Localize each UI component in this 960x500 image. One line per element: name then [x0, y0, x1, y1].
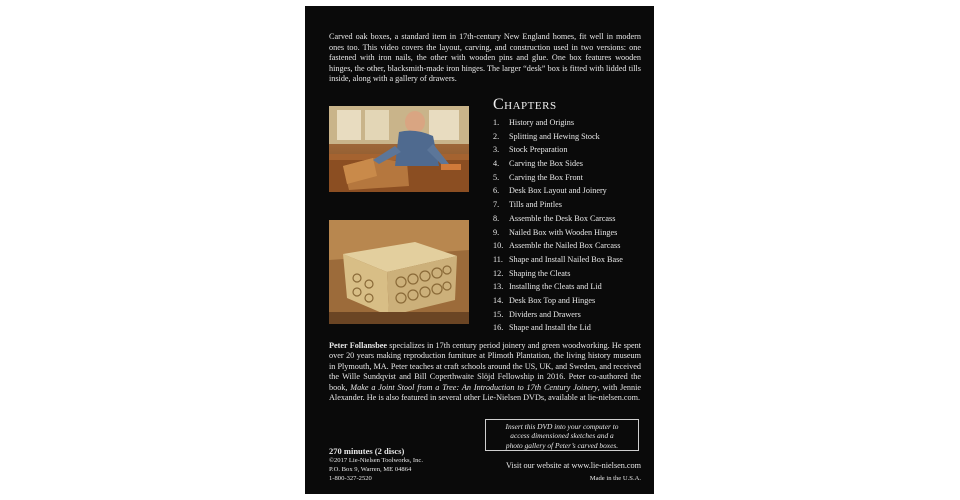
chapter-title: Stock Preparation	[509, 145, 568, 155]
chapter-title: Installing the Cleats and Lid	[509, 282, 602, 292]
chapter-item	[493, 280, 653, 294]
bio-text-part1: specializes in 17th century period joinery and green woodworking. He spent over 20 years making reproduction furniture at Plimoth Plantation, the living history museum in Plymouth, MA. Peter teaches at craft schools around the US, UK, and Sweden, and received the Wille Sundqvist and Bill Coperthwaite Slöjd Fellowship in 2016. Peter co-authored the book,	[329, 341, 641, 392]
chapter-item	[493, 198, 653, 212]
chapter-item	[493, 171, 653, 185]
website-line: Visit our website at www.lie-nielsen.com	[506, 461, 641, 470]
chapter-title: Desk Box Top and Hinges	[509, 295, 596, 305]
dvd-back-cover	[305, 6, 654, 494]
chapter-number: 7.	[493, 200, 500, 210]
phone: 1-800-327-2520	[329, 475, 372, 482]
chapter-title: Nailed Box with Wooden Hinges	[509, 227, 618, 237]
address: P.O. Box 9, Warren, ME 04864	[329, 466, 412, 473]
chapter-number: 14.	[493, 295, 504, 305]
chapter-title: Assemble the Nailed Box Carcass	[509, 241, 621, 251]
book-title: Make a Joint Stool from a Tree: An Introduction to 17th Century Joinery	[350, 382, 598, 392]
chapter-item	[493, 294, 653, 308]
chapter-item	[493, 116, 653, 130]
chapter-item	[493, 184, 653, 198]
bio-text-part2: , with Jennie Alexander. He is also featured in several other Lie-Nielsen DVDs, available at lie-nielsen.com.	[329, 382, 642, 403]
chapter-number: 16.	[493, 323, 504, 333]
chapter-title: Tills and Pintles	[509, 200, 562, 210]
photo-carved-box	[329, 220, 469, 324]
chapters-heading: Chapters	[493, 96, 557, 113]
insert-line: access dimensioned sketches and a	[510, 431, 614, 441]
chapter-title: Shaping the Cleats	[509, 268, 571, 278]
chapter-title: Splitting and Hewing Stock	[509, 131, 600, 141]
chapter-number: 13.	[493, 282, 504, 292]
chapter-item	[493, 143, 653, 157]
chapter-item	[493, 212, 653, 226]
chapter-number: 10.	[493, 241, 504, 251]
chapter-item	[493, 226, 653, 240]
chapter-number: 12.	[493, 268, 504, 278]
chapter-title: Carving the Box Front	[509, 172, 583, 182]
chapter-title: Carving the Box Sides	[509, 159, 583, 169]
chapter-list	[493, 116, 653, 335]
chapter-number: 4.	[493, 159, 500, 169]
chapter-title: Assemble the Desk Box Carcass	[509, 213, 616, 223]
chapter-item	[493, 130, 653, 144]
chapter-item	[493, 267, 653, 281]
chapter-item	[493, 308, 653, 322]
chapter-number: 5.	[493, 172, 500, 182]
author-bio	[329, 341, 641, 403]
insert-line: Insert this DVD into your computer to	[505, 422, 619, 431]
chapter-number: 3.	[493, 145, 500, 155]
chapter-title: Shape and Install the Lid	[509, 323, 591, 333]
chapter-number: 11.	[493, 254, 503, 264]
chapter-number: 1.	[493, 118, 500, 127]
chapter-number: 2.	[493, 131, 500, 141]
copyright: ©2017 Lie-Nielsen Toolworks, Inc.	[329, 457, 423, 464]
made-in-label: Made in the U.S.A.	[589, 475, 641, 482]
chapter-title: Dividers and Drawers	[509, 309, 581, 319]
chapter-item	[493, 157, 653, 171]
chapter-title: History and Origins	[509, 118, 575, 127]
chapter-item	[493, 321, 653, 335]
dvd-insert-note	[485, 419, 639, 451]
runtime: 270 minutes (2 discs)	[329, 446, 405, 456]
chapter-number: 15.	[493, 309, 504, 319]
chapter-title: Shape and Install Nailed Box Base	[509, 254, 623, 264]
chapter-number: 8.	[493, 213, 500, 223]
photo-woodworker-carving	[329, 106, 469, 192]
chapter-number: 6.	[493, 186, 500, 196]
chapter-item	[493, 239, 653, 253]
intro-paragraph: Carved oak boxes, a standard item in 17th-century New England homes, fit well in modern ones too. This video covers the layout, carving, and construction used in two versions: one fastened with iron nails, the other with wooden pins and glue. One box features wooden hinges, the other, blacksmith-made iron hinges. The larger “desk” box is fitted with lidded tills inside, along with a gallery of drawers.	[329, 32, 641, 83]
chapter-title: Desk Box Layout and Joinery	[509, 186, 607, 196]
chapter-item	[493, 253, 653, 267]
chapter-number: 9.	[493, 227, 500, 237]
author-name: Peter Follansbee	[329, 341, 388, 350]
insert-line: photo gallery of Peter’s carved boxes.	[505, 440, 619, 450]
